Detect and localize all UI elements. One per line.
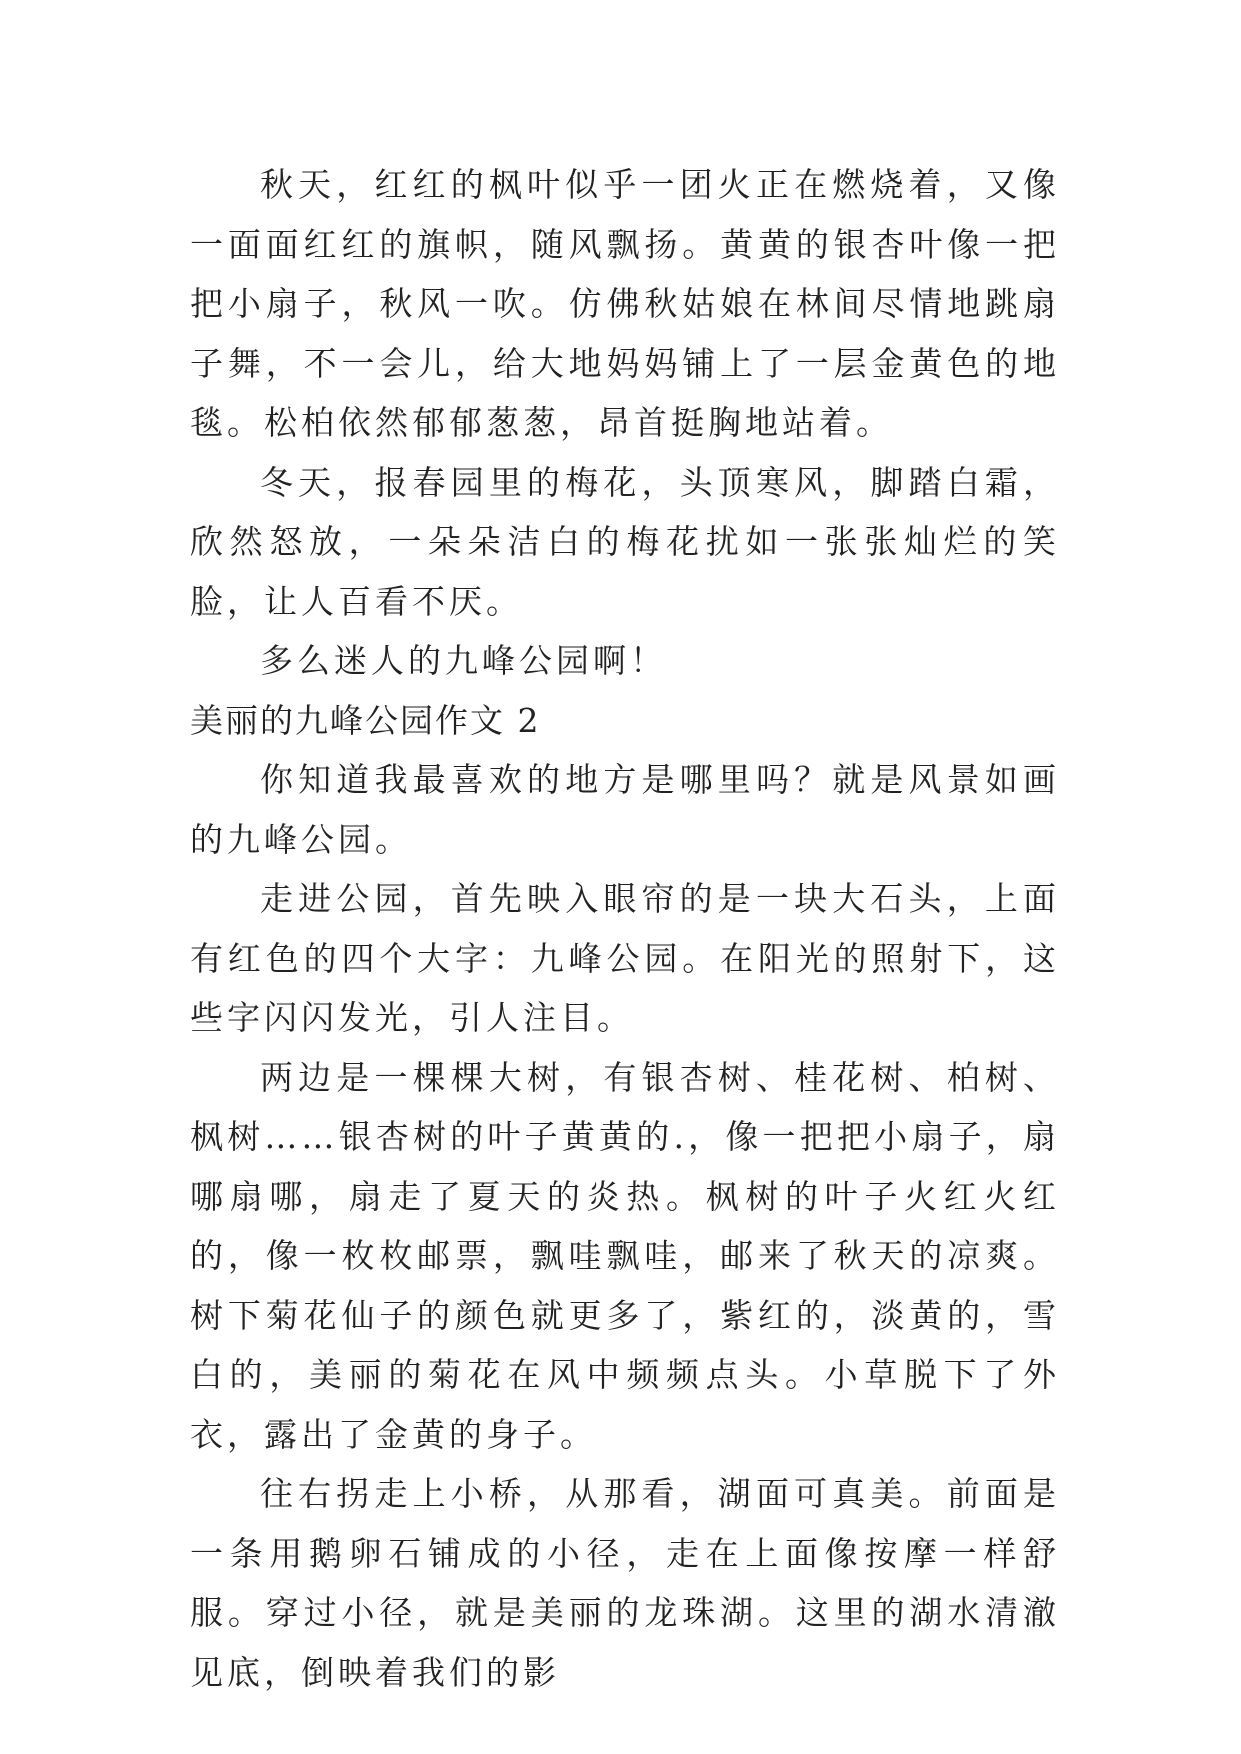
paragraph-intro: 你知道我最喜欢的地方是哪里吗？就是风景如画的九峰公园。 [190, 760, 1060, 859]
paragraph-closing: 多么迷人的九峰公园啊！ [260, 641, 667, 680]
paragraph-trees: 两边是一棵棵大树，有银杏树、桂花树、柏树、枫树……银杏树的叶子黄黄的.，像一把把小扇子，扇哪扇哪，扇走了夏天的炎热。枫树的叶子火红火红的，像一枚枚邮票，飘哇飘哇，邮来了秋天的凉爽。树下菊花仙子的颜色就更多了，紫红的，淡黄的，雪白的，美丽的菊花在风中频频点头。小草脱下了外衣，露出了金黄的身子。 [190, 1057, 1060, 1454]
section-title: 美丽的九峰公园作文 2 [190, 700, 541, 740]
paragraph-winter: 冬天，报春园里的梅花，头顶寒风，脚踏白霜，欣然怒放，一朵朵洁白的梅花扰如一张张灿烂的笑脸，让人百看不厌。 [190, 462, 1060, 621]
paragraph-autumn: 秋天，红红的枫叶似乎一团火正在燃烧着，又像一面面红红的旗帜，随风飘扬。黄黄的银杏叶像一把把小扇子，秋风一吹。仿佛秋姑娘在林间尽情地跳扇子舞，不一会儿，给大地妈妈铺上了一层金黄色的地毯。松柏依然郁郁葱葱，昂首挺胸地站着。 [190, 165, 1060, 442]
paragraph-entrance: 走进公园，首先映入眼帘的是一块大石头，上面有红色的四个大字：九峰公园。在阳光的照射下，这些字闪闪发光，引人注目。 [190, 879, 1060, 1037]
paragraph-lake: 往右拐走上小桥，从那看，湖面可真美。前面是一条用鹅卵石铺成的小径，走在上面像按摩一样舒服。穿过小径，就是美丽的龙珠湖。这里的湖水清澈见底，倒映着我们的影 [190, 1474, 1060, 1692]
document-body [190, 155, 1060, 1702]
